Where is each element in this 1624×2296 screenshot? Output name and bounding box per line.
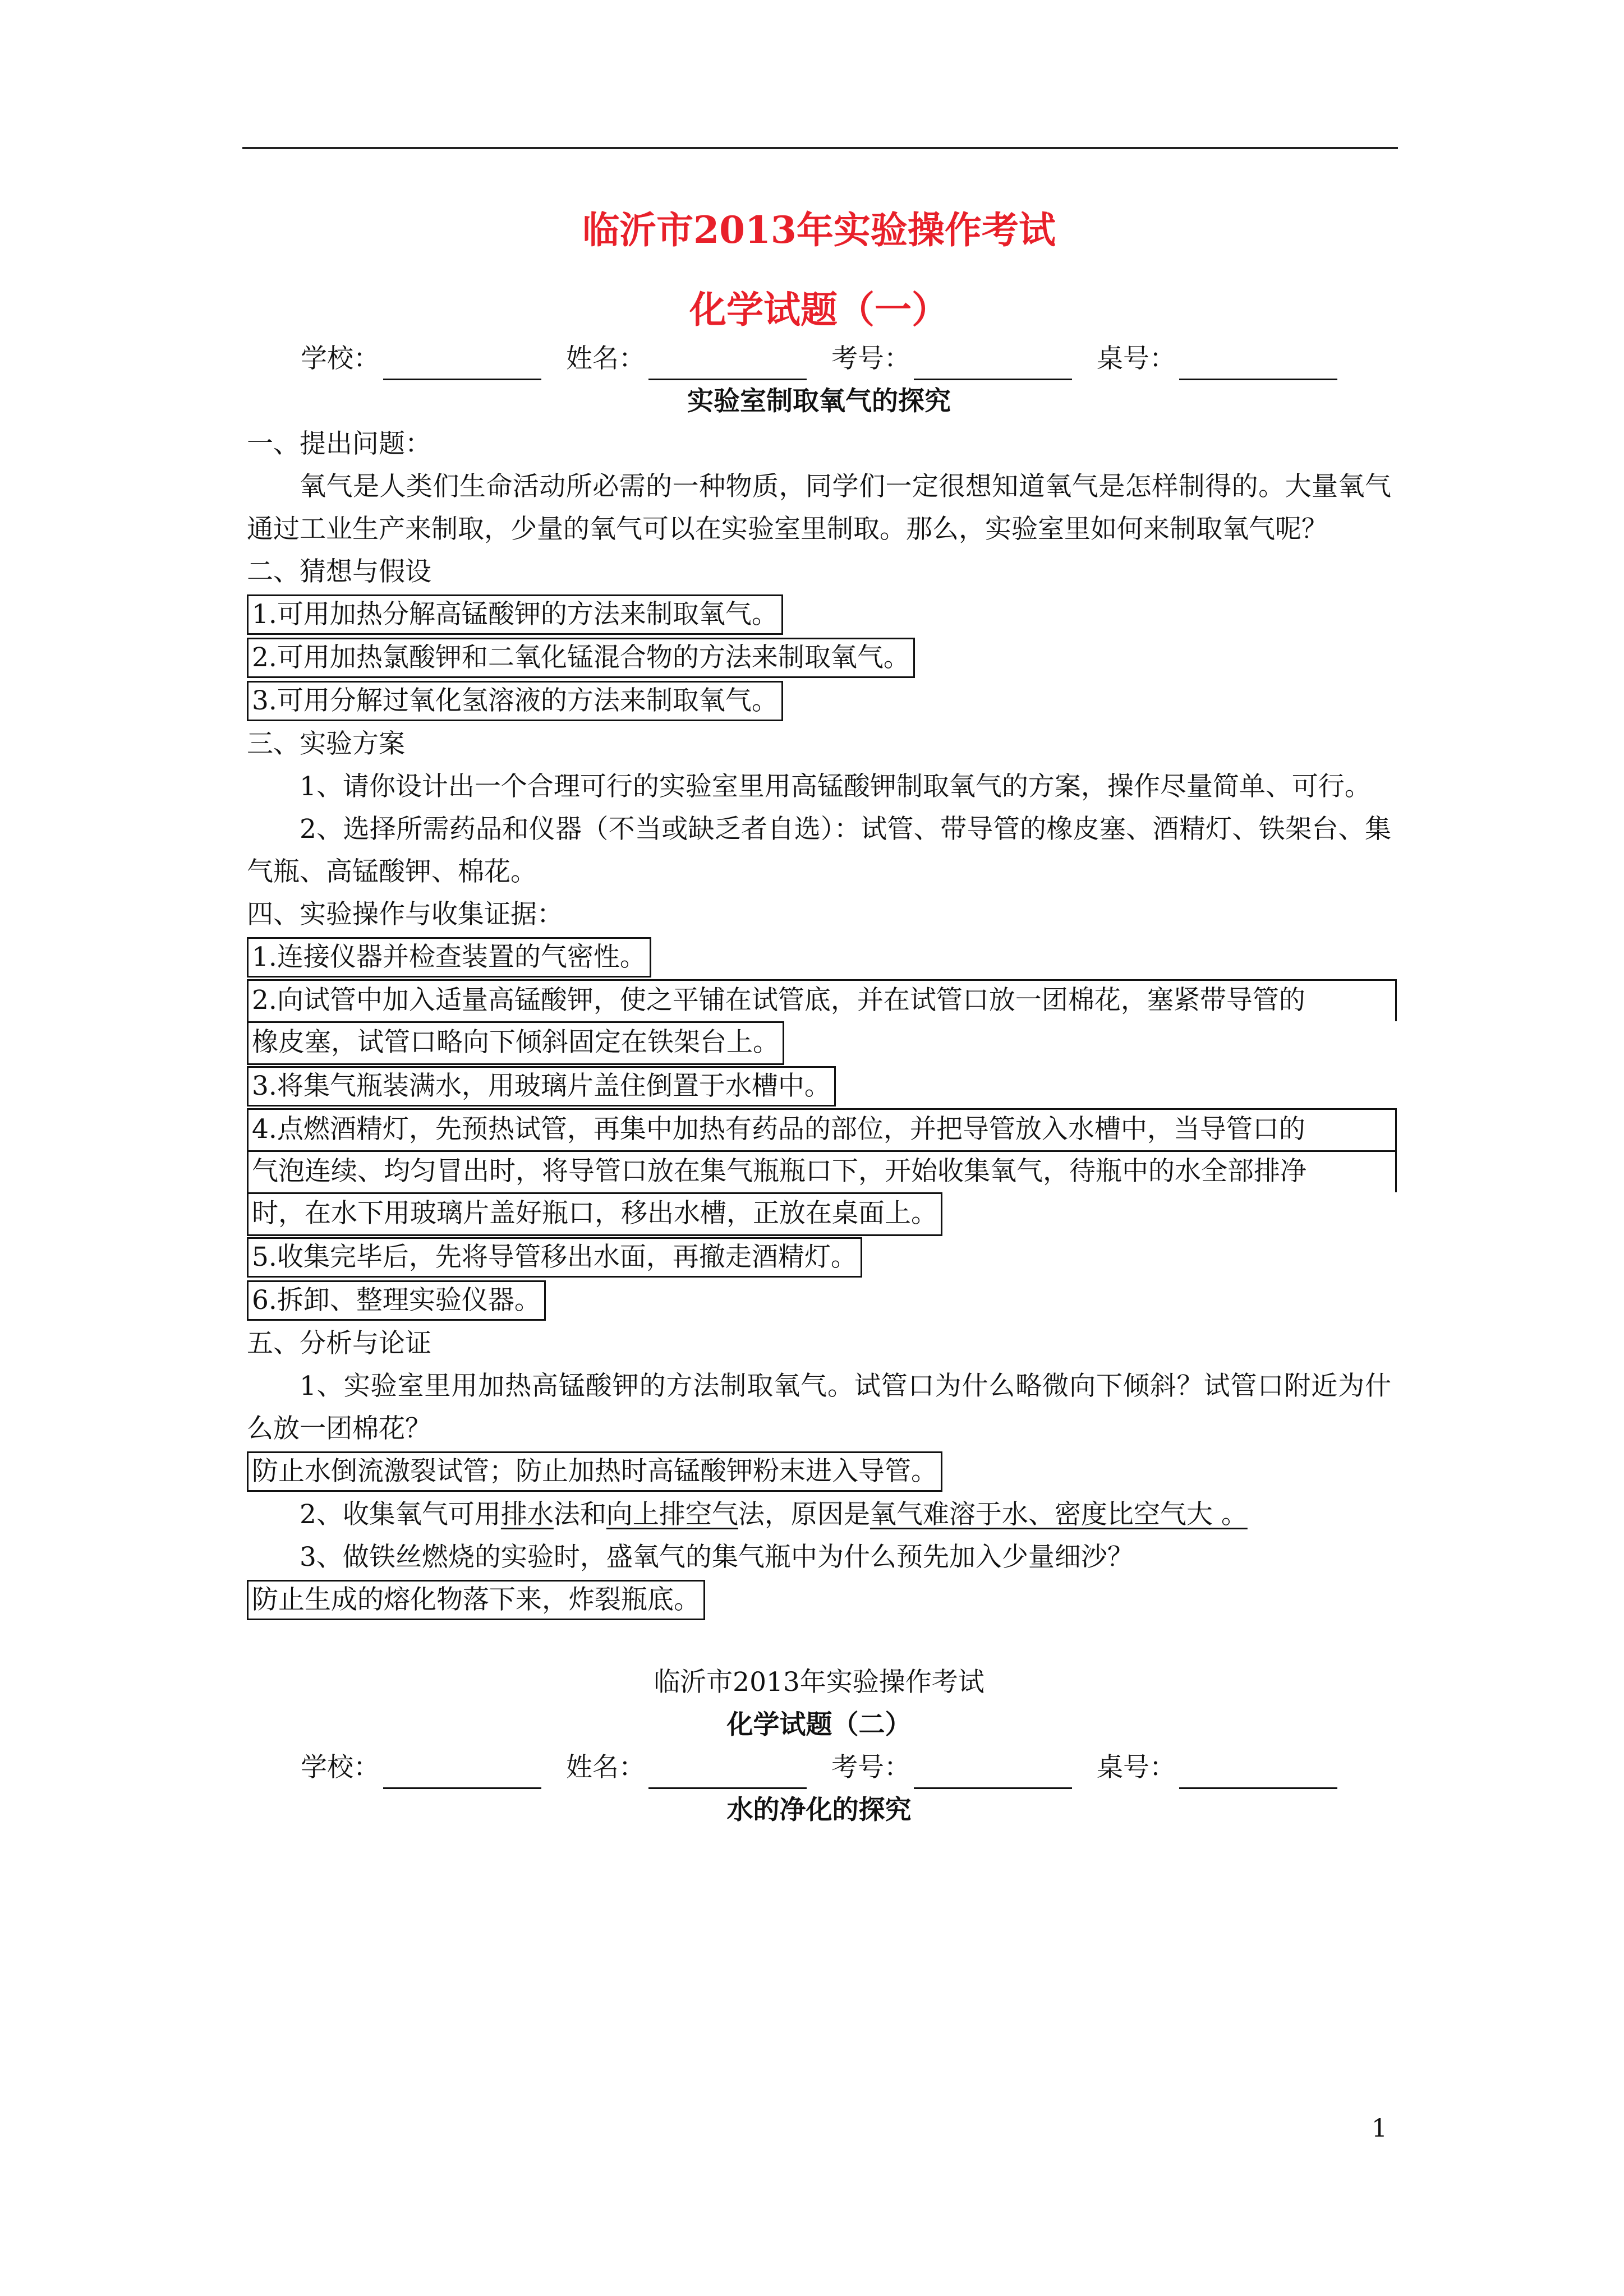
answer-blank: 氧气难溶于水、密度比空气大 。 [869,1499,1248,1530]
hypothesis-box: 2.可用加热氯酸钾和二氧化锰混合物的方法来制取氧气。 [247,638,915,678]
document-page [247,191,1391,1832]
desk-number-label: 桌号： [1097,1752,1176,1783]
section-heading: 二、猜想与假设 [247,556,431,587]
plan-paragraph: 1、请你设计出一个合理可行的实验室里用高锰酸钾制取氧气的方案，操作尽量简单、可行。 [300,771,1371,802]
exam-number-field [831,1746,1072,1789]
exam-number-label: 考号： [831,343,910,374]
procedure-step-2 [247,979,1391,1065]
exam-number-blank[interactable] [914,1755,1072,1789]
procedure-step-line: 2.向试管中加入适量高锰酸钾，使之平铺在试管底，并在试管口放一团棉花，塞紧带导管的 [247,979,1397,1021]
answer-box: 防止水倒流激裂试管；防止加热时高锰酸钾粉末进入导管。 [247,1451,942,1492]
name-field [566,1746,807,1789]
question-2 [247,1493,1391,1536]
name-blank[interactable] [648,1755,807,1789]
exam-number-blank[interactable] [914,346,1072,380]
procedure-step-line: 4.点燃酒精灯，先预热试管，再集中加热有药品的部位，并把导管放入水槽中，当导管口的 [247,1108,1397,1150]
hypothesis-box: 1.可用加热分解高锰酸钾的方法来制取氧气。 [247,594,783,635]
exam-title-2: 临沂市2013年实验操作考试 [654,1667,984,1698]
student-info-row-2 [247,1746,1391,1789]
answer-box: 防止生成的熔化物落下来，炸裂瓶底。 [247,1580,705,1620]
school-field [301,1746,541,1789]
hypothesis-box: 3.可用分解过氧化氢溶液的方法来制取氧气。 [247,681,783,721]
school-field [301,338,541,380]
section-heading: 四、实验操作与收集证据： [247,899,563,930]
procedure-step-box: 5.收集完毕后，先将导管移出水面，再撤走酒精灯。 [247,1237,862,1278]
experiment-title: 实验室制取氧气的探究 [687,386,951,417]
question-2-text: 法，原因是 [738,1499,870,1530]
exam-subtitle: 化学试题（一） [689,288,949,331]
experiment-title-2: 水的净化的探究 [726,1795,912,1825]
question-1: 1、实验室里用加热高锰酸钾的方法制取氧气。试管口为什么略微向下倾斜？试管口附近为什么放一团棉花？ [247,1371,1391,1444]
question-2-text: 法和 [553,1499,606,1530]
problem-paragraph: 氧气是人类们生命活动所必需的一种物质，同学们一定很想知道氧气是怎样制得的。大量氧气通过工业生产来制取，少量的氧气可以在实验室里制取。那么，实验室里如何来制取氧气呢？ [247,471,1391,545]
section-heading: 三、实验方案 [247,729,405,759]
page-number: 1 [1372,2114,1387,2143]
exam-title: 临沂市2013年实验操作考试 [582,208,1056,252]
procedure-step-box: 1.连接仪器并检查装置的气密性。 [247,937,651,978]
question-2-text: 2、收集氧气可用 [300,1499,501,1530]
question-3: 3、做铁丝燃烧的实验时，盛氧气的集气瓶中为什么预先加入少量细沙？ [300,1542,1134,1573]
procedure-step-box: 6.拆卸、整理实验仪器。 [247,1280,546,1321]
exam-number-field [831,338,1072,380]
header-rule [242,147,1398,149]
procedure-step-4 [247,1108,1391,1236]
exam-number-label: 考号： [831,1752,910,1783]
procedure-step-box: 3.将集气瓶装满水，用玻璃片盖住倒置于水槽中。 [247,1066,836,1106]
name-blank[interactable] [648,346,807,380]
name-label: 姓名： [566,1752,645,1783]
student-info-row [247,338,1391,380]
desk-number-blank[interactable] [1179,1755,1337,1789]
answer-blank: 排水 [500,1499,554,1530]
procedure-step-line: 橡皮塞，试管口略向下倾斜固定在铁架台上。 [247,1021,784,1065]
answer-blank: 向上排空气 [606,1499,738,1530]
procedure-step-line: 时，在水下用玻璃片盖好瓶口，移出水槽，正放在桌面上。 [247,1192,942,1236]
procedure-step-line: 气泡连续、均匀冒出时，将导管口放在集气瓶瓶口下，开始收集氧气，待瓶中的水全部排净 [247,1150,1397,1192]
section-heading: 一、提出问题： [247,428,431,459]
school-blank[interactable] [383,1755,541,1789]
school-blank[interactable] [383,346,541,380]
name-label: 姓名： [566,343,645,374]
plan-paragraph: 2、选择所需药品和仪器（不当或缺乏者自选）：试管、带导管的橡皮塞、酒精灯、铁架台、集气瓶、高锰酸钾、棉花。 [247,814,1391,887]
desk-number-label: 桌号： [1097,343,1176,374]
desk-number-field [1097,338,1337,380]
name-field [566,338,807,380]
school-label: 学校： [301,343,380,374]
exam-subtitle-2: 化学试题（二） [726,1709,912,1740]
section-heading: 五、分析与论证 [247,1328,431,1359]
desk-number-field [1097,1746,1337,1789]
school-label: 学校： [301,1752,380,1783]
desk-number-blank[interactable] [1179,346,1337,380]
